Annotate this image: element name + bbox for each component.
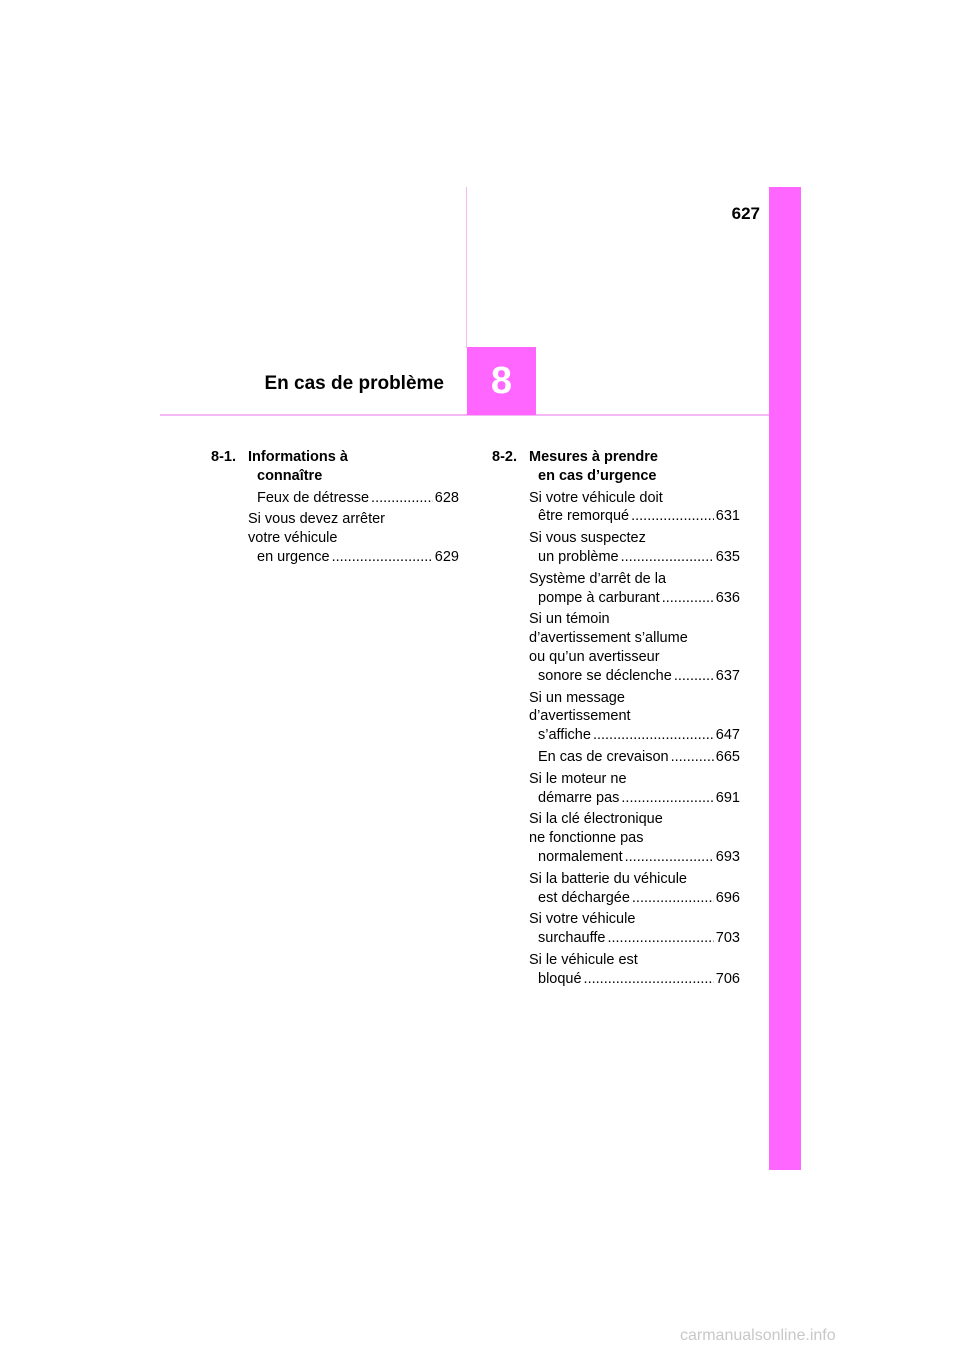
entry-text-line: En cas de crevaison xyxy=(538,748,669,765)
entry-last-line xyxy=(538,929,740,948)
entry-text-line: être remorqué xyxy=(538,508,630,525)
dot-leader xyxy=(332,548,433,567)
entry-text-line: en urgence xyxy=(257,548,330,565)
page-reference[interactable]: 693 xyxy=(715,848,740,865)
chapter-number-box: 8 xyxy=(467,347,536,415)
page-reference[interactable]: 691 xyxy=(715,789,740,806)
dot-leader xyxy=(621,789,713,808)
toc-entry[interactable] xyxy=(529,529,740,567)
page-reference[interactable]: 636 xyxy=(715,589,740,606)
dot-leader xyxy=(671,748,714,767)
entry-last-line xyxy=(538,726,740,745)
toc-entry[interactable] xyxy=(529,770,740,808)
dot-leader xyxy=(662,589,714,608)
toc-entry[interactable] xyxy=(529,610,740,685)
toc-entry[interactable] xyxy=(248,489,459,508)
entry-text-line: bloqué xyxy=(538,970,582,987)
toc-entry[interactable] xyxy=(529,951,740,989)
entry-last-line xyxy=(257,489,459,508)
toc-entry[interactable] xyxy=(529,489,740,527)
toc-entry[interactable] xyxy=(529,689,740,745)
page-reference[interactable]: 647 xyxy=(715,727,740,744)
entry-text-line: ou qu’un avertisseur xyxy=(529,648,660,665)
dot-leader xyxy=(593,726,714,745)
side-tab xyxy=(769,187,801,1170)
section-8-2 xyxy=(492,448,740,992)
entry-text-line: Système d’arrêt de la xyxy=(529,570,667,587)
section-heading xyxy=(492,448,740,486)
dot-leader xyxy=(621,548,714,567)
section-number: 8-2. xyxy=(492,449,517,465)
toc-entries xyxy=(492,489,740,989)
header-rule xyxy=(160,414,769,416)
chapter-title: En cas de problème xyxy=(264,373,444,394)
entry-text-line: sonore se déclenche xyxy=(538,667,672,684)
toc-entry[interactable] xyxy=(529,570,740,608)
dot-leader xyxy=(625,848,714,867)
entry-text-line: Si vous devez arrêter xyxy=(248,511,386,528)
entry-last-line xyxy=(538,548,740,567)
page-reference[interactable]: 628 xyxy=(434,489,459,506)
entry-text-line: d’avertissement s’allume xyxy=(529,630,688,647)
entry-last-line xyxy=(538,589,740,608)
section-title-line: en cas d’urgence xyxy=(538,467,657,484)
entry-last-line xyxy=(538,889,740,908)
page-reference[interactable]: 703 xyxy=(715,930,740,947)
page-reference[interactable]: 635 xyxy=(715,548,740,565)
entry-text-line: ne fonctionne pas xyxy=(529,830,644,847)
watermark[interactable]: carmanualsonline.info xyxy=(680,1327,836,1344)
dot-leader xyxy=(631,507,714,526)
entry-text-line: Si un message xyxy=(529,689,625,706)
toc-entry[interactable] xyxy=(529,910,740,948)
entry-last-line xyxy=(538,748,740,767)
entry-text-line: Si vous suspectez xyxy=(529,530,646,547)
entry-text-line: un problème xyxy=(538,548,619,565)
section-title-line: Mesures à prendre xyxy=(529,449,658,465)
section-title-line: connaître xyxy=(257,467,323,484)
entry-text-line: Si un témoin xyxy=(529,611,610,628)
dot-leader xyxy=(371,489,433,508)
section-heading xyxy=(211,448,459,486)
entry-text-line: Si votre véhicule doit xyxy=(529,489,663,506)
dot-leader xyxy=(674,667,714,686)
vertical-divider xyxy=(466,187,467,348)
toc-entry[interactable] xyxy=(529,870,740,908)
entry-text-line: Si la clé électronique xyxy=(529,811,663,828)
entry-text-line: votre véhicule xyxy=(248,530,338,547)
entry-last-line xyxy=(538,848,740,867)
dot-leader xyxy=(632,889,714,908)
page-reference[interactable]: 631 xyxy=(715,508,740,525)
entry-text-line: d’avertissement xyxy=(529,708,631,725)
section-title-line: Informations à xyxy=(248,449,348,465)
toc-entry[interactable] xyxy=(529,810,740,866)
entry-text-line: est déchargée xyxy=(538,889,630,906)
entry-text-line: Si le véhicule est xyxy=(529,951,638,968)
entry-last-line xyxy=(538,789,740,808)
page-reference[interactable]: 637 xyxy=(715,667,740,684)
entry-text-line: surchauffe xyxy=(538,930,606,947)
entry-text-line: démarre pas xyxy=(538,789,620,806)
dot-leader xyxy=(607,929,713,948)
entry-text-line: Si votre véhicule xyxy=(529,911,636,928)
page-reference[interactable]: 706 xyxy=(715,970,740,987)
toc-entry[interactable] xyxy=(248,510,459,566)
entry-last-line xyxy=(538,970,740,989)
entry-text-line: Si la batterie du véhicule xyxy=(529,870,687,887)
entry-text-line: normalement xyxy=(538,848,623,865)
entry-last-line xyxy=(538,667,740,686)
entry-text-line: Si le moteur ne xyxy=(529,770,627,787)
entry-last-line xyxy=(538,507,740,526)
entry-text-line: Feux de détresse xyxy=(257,489,370,506)
dot-leader xyxy=(584,970,714,989)
toc-entries xyxy=(211,489,459,567)
entry-last-line xyxy=(257,548,459,567)
entry-text-line: pompe à carburant xyxy=(538,589,660,606)
section-8-1 xyxy=(211,448,459,570)
entry-text-line: s’affiche xyxy=(538,727,591,744)
page-reference[interactable]: 665 xyxy=(715,748,740,765)
page-reference[interactable]: 629 xyxy=(434,548,459,565)
page-number: 627 xyxy=(731,204,760,223)
section-title xyxy=(529,448,740,486)
section-title xyxy=(248,448,459,486)
section-number: 8-1. xyxy=(211,449,236,465)
page-reference[interactable]: 696 xyxy=(715,889,740,906)
toc-entry[interactable] xyxy=(529,748,740,767)
